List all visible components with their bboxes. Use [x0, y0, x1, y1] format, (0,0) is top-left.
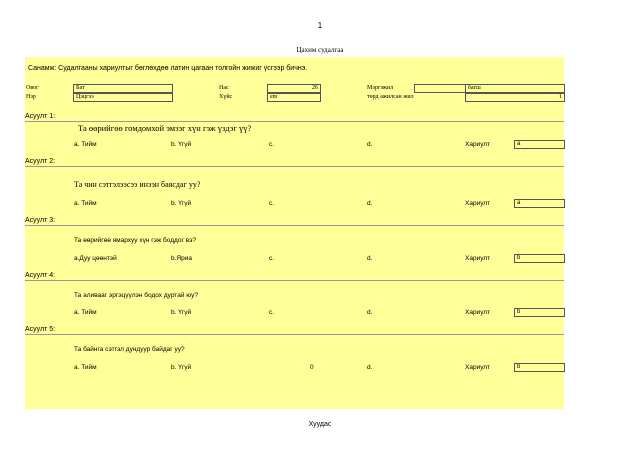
document-title: Цахим судалгаа [296, 46, 344, 54]
page-number: 1 [317, 21, 323, 30]
question-5-text: Та байнга сэтгэл дундуур байдаг уу? [74, 346, 185, 353]
question-3-option-c: c. [269, 255, 275, 262]
question-5-divider [25, 334, 564, 335]
question-1-option-a: a. Тийм [74, 141, 97, 148]
question-1-label: Асуулт 1: [25, 113, 56, 120]
question-4-text: Та аливааг эргэцүүлэн бодох дуртай юу? [74, 292, 198, 299]
question-2-text: Та чин сэтгэлээсээ инээн баясдаг уу? [74, 180, 201, 189]
experience-field[interactable]: 1 [465, 93, 565, 102]
question-3-option-b: b.Яриа [171, 255, 192, 262]
question-1-answer-label: Хариулт [465, 141, 491, 148]
question-5-answer-field[interactable]: b [514, 363, 565, 372]
question-2-option-c: c. [269, 200, 275, 207]
question-5-option-d: d. [367, 364, 373, 371]
question-3-label: Асуулт 3: [25, 217, 56, 224]
question-1-divider [25, 121, 564, 122]
question-5-label: Асуулт 5: [25, 326, 56, 333]
surname-label: Овог [26, 85, 39, 91]
question-1-text: Та өөрийгөө гомдомхой эмзэг хүн гэж үздэг үү? [78, 123, 252, 133]
question-1-option-b: b. Үгүй [171, 141, 192, 148]
profession-label: Мэргэжил [367, 85, 394, 91]
name-label: Нэр [26, 94, 36, 100]
question-5-option-a: a. Тийм [74, 364, 97, 371]
question-4-answer-label: Хариулт [465, 309, 491, 316]
gender-field[interactable]: em [267, 93, 321, 102]
question-3-answer-label: Хариулт [465, 255, 491, 262]
gender-label: Хүйс [219, 94, 233, 100]
question-4-label: Асуулт 4: [25, 272, 56, 279]
profession-field[interactable]: багш [465, 84, 565, 93]
survey-sheet [25, 57, 564, 409]
profession-spacer [414, 84, 467, 93]
question-1-option-d: d. [367, 141, 373, 148]
question-4-divider [25, 280, 564, 281]
question-4-option-a: a. Тийм [74, 309, 97, 316]
question-3-divider [25, 225, 564, 226]
surname-field[interactable]: Бат [73, 84, 173, 93]
question-2-option-a: a. Тийм [74, 200, 97, 207]
question-2-answer-field[interactable]: a [514, 199, 565, 208]
question-1-option-c: c. [269, 141, 275, 148]
question-3-answer-field[interactable]: b [514, 254, 565, 263]
question-4-answer-field[interactable]: b [514, 308, 565, 317]
question-4-option-d: d. [367, 309, 373, 316]
question-5-option-c-value: 0 [310, 364, 314, 371]
name-field[interactable]: Цэцгээ [73, 93, 173, 102]
age-field[interactable]: 26 [267, 84, 321, 93]
instruction-note: Санамж: Судалгааны хариултыг бөглөхдөө латин цагаан толгойн жижиг үсгээр бичнэ. [28, 65, 308, 72]
experience-label: төрд ажилсан жил [367, 94, 414, 100]
question-2-answer-label: Хариулт [465, 200, 491, 207]
page-footer: Хуудас [308, 421, 332, 428]
question-2-option-b: b. Үгүй [171, 200, 192, 207]
question-2-option-d: d. [367, 200, 373, 207]
question-3-option-a: a.Дуу цөөнтэй [74, 255, 117, 262]
question-5-answer-label: Хариулт [465, 364, 491, 371]
question-2-label: Асуулт 2: [25, 158, 56, 165]
question-3-option-d: d. [367, 255, 373, 262]
question-4-option-b: b. Үгүй [171, 309, 192, 316]
question-1-answer-field[interactable]: a [514, 140, 565, 149]
question-4-option-c: c. [269, 309, 275, 316]
question-5-option-b: b. Үгүй [171, 364, 192, 371]
question-2-divider [25, 166, 564, 167]
age-label: Нас [219, 85, 229, 91]
question-3-text: Та өөрийгөө ямархуу хүн гэж боддог вэ? [74, 237, 197, 244]
